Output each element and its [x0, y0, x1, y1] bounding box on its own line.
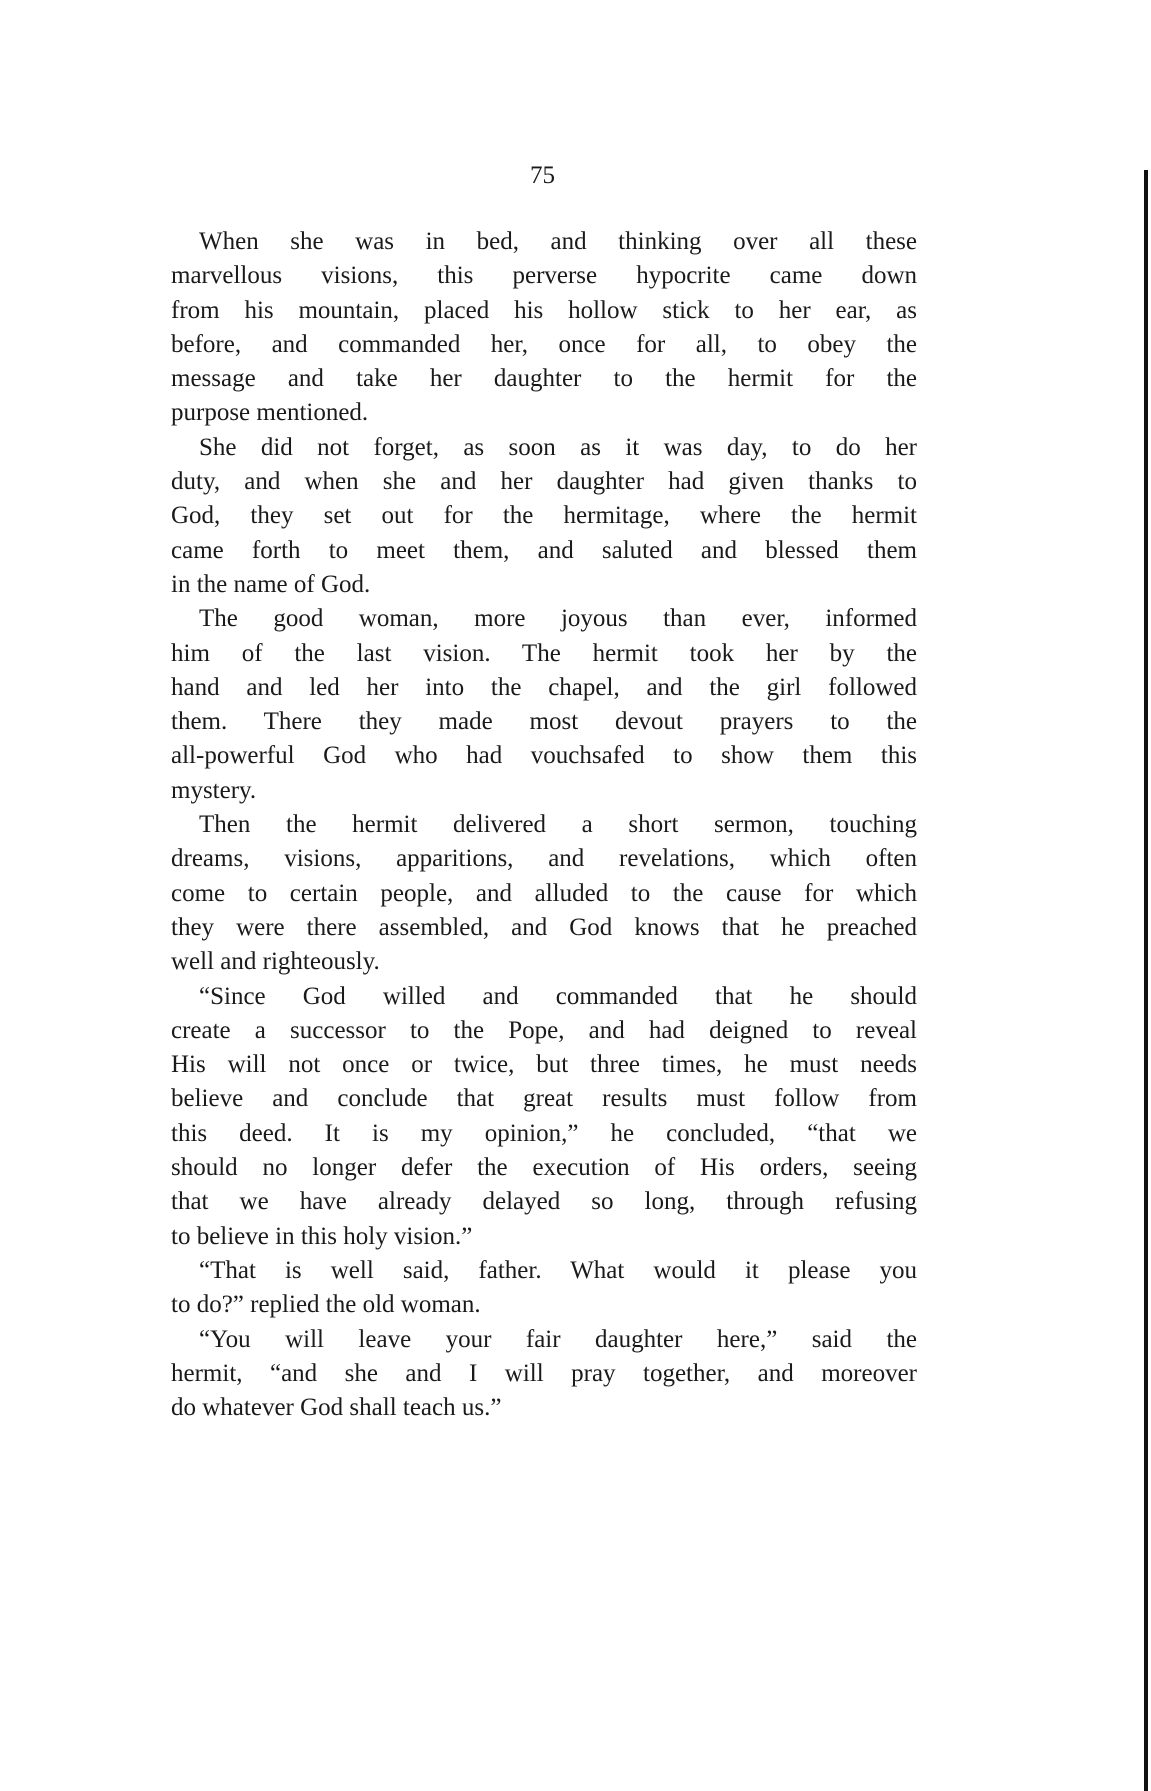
- text-line: God, they set out for the hermitage, where the hermit: [171, 502, 917, 530]
- text-line: this deed. It is my opinion,” he concluded, “that we: [171, 1119, 917, 1147]
- text-line: do whatever God shall teach us.”: [171, 1394, 502, 1422]
- text-line: him of the last vision. The hermit took her by the: [171, 639, 917, 667]
- text-line: should no longer defer the execution of His orders, seeing: [171, 1154, 917, 1182]
- text-line: hand and led her into the chapel, and the girl followed: [171, 673, 917, 701]
- paragraph: [171, 1254, 917, 1323]
- text-line: dreams, visions, apparitions, and revelations, which often: [171, 845, 917, 873]
- text-line: believe and conclude that great results must follow from: [171, 1085, 917, 1113]
- text-line: that we have already delayed so long, through refusing: [171, 1188, 917, 1216]
- text-line: in the name of God.: [171, 570, 371, 598]
- text-line: to believe in this holy vision.”: [171, 1222, 473, 1250]
- text-line: “You will leave your fair daughter here,” said the: [199, 1325, 917, 1353]
- text-line: Then the hermit delivered a short sermon, touching: [199, 811, 917, 839]
- text-line: mystery.: [171, 776, 257, 804]
- text-line: well and righteously.: [171, 948, 380, 976]
- paragraph: [171, 808, 917, 979]
- page-number: 75: [530, 162, 555, 189]
- text-line: When she was in bed, and thinking over all these: [199, 228, 917, 255]
- text-line: all-powerful God who had vouchsafed to show them this: [171, 742, 917, 770]
- paragraph: [171, 980, 917, 1254]
- paragraph: [171, 431, 917, 602]
- body-text: [171, 225, 917, 1425]
- text-line: message and take her daughter to the hermit for the: [171, 365, 917, 393]
- text-line: before, and commanded her, once for all, to obey the: [171, 330, 917, 358]
- paragraph: [171, 225, 917, 431]
- text-line: She did not forget, as soon as it was day, to do her: [199, 433, 917, 461]
- text-line: from his mountain, placed his hollow stick to her ear, as: [171, 296, 917, 324]
- page-edge-shadow: [1144, 170, 1148, 1791]
- text-line: “That is well said, father. What would it please you: [199, 1256, 917, 1284]
- text-line: them. There they made most devout prayers to the: [171, 708, 917, 736]
- text-line: marvellous visions, this perverse hypocrite came down: [171, 262, 917, 290]
- text-line: create a successor to the Pope, and had deigned to reveal: [171, 1016, 917, 1044]
- text-line: purpose mentioned.: [171, 399, 369, 427]
- text-line: The good woman, more joyous than ever, informed: [199, 605, 917, 633]
- text-line: they were there assembled, and God knows that he preached: [171, 913, 917, 941]
- text-line: came forth to meet them, and saluted and blessed them: [171, 536, 917, 564]
- text-line: come to certain people, and alluded to the cause for which: [171, 879, 917, 907]
- text-line: duty, and when she and her daughter had given thanks to: [171, 468, 917, 496]
- paragraph: [171, 602, 917, 808]
- text-line: to do?” replied the old woman.: [171, 1291, 481, 1319]
- text-line: “Since God willed and commanded that he should: [199, 982, 917, 1010]
- text-line: hermit, “and she and I will pray together, and moreover: [171, 1359, 917, 1387]
- text-line: His will not once or twice, but three times, he must needs: [171, 1051, 917, 1079]
- paragraph: [171, 1323, 917, 1426]
